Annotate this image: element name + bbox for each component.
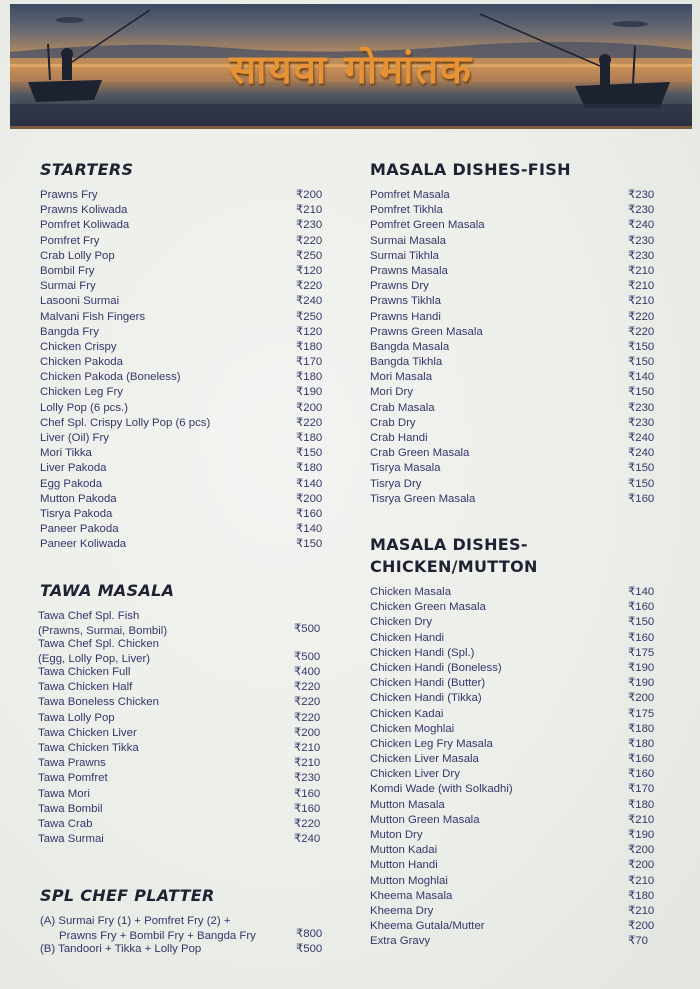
menu-item-name: Chicken Handi (Boneless) xyxy=(370,661,502,674)
menu-item xyxy=(370,340,660,355)
menu-item-name: Mori Dry xyxy=(370,386,414,399)
menu-item-price: ₹220 xyxy=(294,711,321,724)
menu-item xyxy=(40,264,330,279)
menu-item-price: ₹230 xyxy=(628,189,655,201)
menu-item-price: ₹210 xyxy=(294,741,321,754)
menu-item-name: Lasooni Surmai xyxy=(40,295,120,308)
menu-item-name: Crab Green Masala xyxy=(370,447,470,460)
menu-item-price: ₹220 xyxy=(294,817,321,830)
menu-item-name: Mori Masala xyxy=(370,371,433,384)
menu-item-name: Tawa Pomfret xyxy=(38,772,108,785)
menu-item xyxy=(370,874,660,889)
menu-item xyxy=(370,828,660,843)
menu-item-name: Extra Gravy xyxy=(370,935,431,948)
menu-item-price: ₹150 xyxy=(628,462,655,475)
restaurant-name: सायवा गोमांतक xyxy=(229,47,473,93)
menu-item-price: ₹140 xyxy=(296,477,323,490)
menu-item xyxy=(370,416,660,431)
menu-item xyxy=(38,832,328,847)
menu-item xyxy=(370,477,660,492)
menu-item xyxy=(40,492,330,507)
menu-item xyxy=(370,707,660,722)
tawa-list xyxy=(38,609,328,847)
menu-item xyxy=(40,370,330,385)
menu-item-price: ₹500 xyxy=(294,651,321,663)
menu-item-name: Mutton Masala xyxy=(370,798,445,811)
menu-item-name: Tawa Boneless Chicken xyxy=(38,696,159,709)
menu-item-price: ₹230 xyxy=(628,204,655,217)
fish-heading: MASALA DISHES-FISH xyxy=(370,160,571,179)
menu-item xyxy=(370,919,660,934)
tawa-heading: TAWA MASALA xyxy=(40,581,175,600)
menu-item-name: Liver (Oil) Fry xyxy=(40,432,109,444)
menu-item-name: Chicken Green Masala xyxy=(370,601,486,614)
menu-item xyxy=(38,726,328,741)
menu-item xyxy=(40,249,330,264)
menu-item-price: ₹200 xyxy=(296,401,323,414)
menu-item-price: ₹120 xyxy=(296,264,323,277)
menu-item xyxy=(370,843,660,858)
menu-item-price: ₹230 xyxy=(628,249,655,262)
menu-item xyxy=(370,431,660,446)
menu-item-name: Tawa Surmai xyxy=(38,833,104,846)
menu-item-name: Prawns Handi xyxy=(370,310,441,323)
menu-item-price: ₹180 xyxy=(296,462,323,475)
menu-item-price: ₹220 xyxy=(294,696,321,709)
menu-item-name: Prawns Tikhla xyxy=(370,295,441,308)
menu-item-name: Kheema Dry xyxy=(370,904,434,917)
menu-item-price: ₹150 xyxy=(628,386,655,399)
menu-item-name: Pomfret Koliwada xyxy=(40,219,130,232)
menu-item-price: ₹150 xyxy=(628,356,655,369)
menu-item xyxy=(40,203,330,218)
menu-item-name: Pomfret Masala xyxy=(370,189,450,201)
menu-item xyxy=(40,401,330,416)
menu-item-price: ₹150 xyxy=(296,447,323,460)
menu-item-price: ₹160 xyxy=(628,631,655,644)
menu-item-name: Bombil Fry xyxy=(40,264,95,277)
menu-item-name: Tawa Crab xyxy=(38,817,93,830)
menu-item-name: Chicken Dry xyxy=(370,616,433,629)
menu-item xyxy=(38,817,328,832)
menu-item xyxy=(370,492,660,507)
menu-item-name: Mutton Green Masala xyxy=(370,813,480,826)
menu-item-price: ₹180 xyxy=(296,432,323,444)
menu-item-price: ₹220 xyxy=(628,310,655,323)
menu-item-name: Chicken Handi (Butter) xyxy=(370,677,486,690)
starters-list xyxy=(40,188,330,553)
menu-item-name: Chicken Pakoda xyxy=(40,356,123,369)
menu-item-name: Pomfret Fry xyxy=(40,234,100,247)
menu-item-price: ₹250 xyxy=(296,310,323,323)
menu-item xyxy=(370,249,660,264)
menu-item-name: Crab Dry xyxy=(370,416,416,429)
menu-item-name: Tisrya Green Masala xyxy=(370,492,476,505)
chicken-heading xyxy=(370,534,538,578)
menu-item-price: ₹200 xyxy=(296,189,323,201)
menu-item xyxy=(370,661,660,676)
header-banner xyxy=(10,4,692,129)
menu-item xyxy=(40,537,330,552)
menu-item-price: ₹180 xyxy=(296,340,323,353)
menu-item-name: Paneer Koliwada xyxy=(40,538,127,551)
menu-item-name: Chicken Leg Fry Masala xyxy=(370,737,493,750)
menu-item-price: ₹210 xyxy=(294,757,321,770)
menu-item-price: ₹210 xyxy=(628,280,655,293)
menu-item xyxy=(38,695,328,710)
menu-item xyxy=(40,461,330,476)
menu-item-name: Tawa Chicken Tikka xyxy=(38,741,139,754)
menu-item-price: ₹400 xyxy=(294,666,321,678)
menu-item-price: ₹140 xyxy=(296,523,323,536)
menu-item-price: ₹175 xyxy=(628,646,655,659)
menu-item xyxy=(38,787,328,802)
menu-item-price: ₹160 xyxy=(628,492,655,505)
menu-item-name: Tawa Chef Spl. Chicken (Egg, Lolly Pop, Liver) xyxy=(38,638,159,665)
menu-item xyxy=(370,264,660,279)
menu-item-price: ₹180 xyxy=(628,889,655,902)
menu-item xyxy=(370,737,660,752)
menu-item-name: Egg Pakoda xyxy=(40,477,103,490)
menu-item xyxy=(38,741,328,756)
menu-item xyxy=(38,680,328,695)
menu-item-name: Surmai Fry xyxy=(40,280,96,293)
menu-item-price: ₹220 xyxy=(628,325,655,338)
menu-item xyxy=(370,615,660,630)
menu-item-name: Tawa Chicken Liver xyxy=(38,726,137,739)
menu-item xyxy=(40,340,330,355)
menu-item-name: Prawns Dry xyxy=(370,280,429,293)
menu-item-price: ₹240 xyxy=(294,833,321,846)
menu-item xyxy=(40,507,330,522)
menu-item-name: Paneer Pakoda xyxy=(40,523,119,536)
menu-item xyxy=(370,782,660,797)
menu-item-price: ₹180 xyxy=(628,798,655,811)
menu-item xyxy=(370,279,660,294)
menu-item-name: Mutton Handi xyxy=(370,859,438,872)
menu-item-name: Bangda Fry xyxy=(40,325,99,338)
menu-item-name: Chicken Pakoda (Boneless) xyxy=(40,371,181,384)
menu-item-name: Prawns Green Masala xyxy=(370,325,483,338)
menu-item-price: ₹150 xyxy=(628,477,655,490)
menu-item xyxy=(38,665,328,680)
menu-item xyxy=(370,798,660,813)
menu-item xyxy=(370,218,660,233)
starters-heading: STARTERS xyxy=(40,160,134,179)
platter-heading: SPL CHEF PLATTER xyxy=(40,886,215,905)
menu-item-price: ₹220 xyxy=(296,280,323,293)
chicken-heading-line2: CHICKEN/MUTTON xyxy=(370,557,538,576)
menu-item-price: ₹170 xyxy=(296,356,323,369)
menu-item-name: Muton Dry xyxy=(370,829,423,841)
menu-item xyxy=(370,188,660,203)
menu-item-name: Malvani Fish Fingers xyxy=(40,310,146,323)
menu-item xyxy=(40,385,330,400)
menu-item-price: ₹160 xyxy=(628,601,655,614)
menu-item-price: ₹220 xyxy=(294,681,321,694)
menu-item-price: ₹230 xyxy=(628,416,655,429)
menu-item-name: Lolly Pop (6 pcs.) xyxy=(40,401,128,414)
menu-item-name: (B) Tandoori + Tikka + Lolly Pop xyxy=(40,943,202,955)
menu-item-name: Mutton Kadai xyxy=(370,844,438,857)
menu-item-name: Tisrya Masala xyxy=(370,462,441,475)
menu-item-name: Pomfret Tikhla xyxy=(370,204,443,217)
menu-item-price: ₹150 xyxy=(628,616,655,629)
menu-item xyxy=(370,385,660,400)
menu-item-name: Tawa Chicken Half xyxy=(38,681,133,694)
menu-item xyxy=(38,609,328,637)
menu-item-price: ₹180 xyxy=(628,722,655,735)
menu-item xyxy=(370,631,660,646)
menu-item-name: Chicken Leg Fry xyxy=(40,386,123,399)
menu-item-price: ₹240 xyxy=(296,295,323,308)
menu-item xyxy=(370,752,660,767)
menu-item-name: Chicken Liver Dry xyxy=(370,768,460,781)
menu-item-price: ₹200 xyxy=(294,726,321,739)
menu-item-price: ₹210 xyxy=(628,813,655,826)
menu-item-name: Bangda Tikhla xyxy=(370,356,443,369)
menu-item-price: ₹120 xyxy=(296,325,323,338)
menu-item-price: ₹230 xyxy=(296,219,323,232)
menu-item-name: Chicken Handi xyxy=(370,631,445,644)
menu-item-price: ₹240 xyxy=(628,432,655,444)
menu-item-name: Bangda Masala xyxy=(370,340,450,353)
menu-item-name: Tisrya Pakoda xyxy=(40,507,113,520)
menu-item-name: Liver Pakoda xyxy=(40,462,107,475)
menu-item xyxy=(40,279,330,294)
menu-item-name: Pomfret Green Masala xyxy=(370,219,485,232)
menu-item xyxy=(40,325,330,340)
menu-item-name: Tawa Prawns xyxy=(38,757,106,770)
menu-item-price: ₹175 xyxy=(628,707,655,720)
chicken-heading-line1: MASALA DISHES- xyxy=(370,535,528,554)
menu-item-price: ₹150 xyxy=(628,340,655,353)
menu-item-price: ₹200 xyxy=(628,920,655,933)
menu-item xyxy=(40,431,330,446)
menu-item-name: Chicken Kadai xyxy=(370,707,444,720)
menu-item xyxy=(38,802,328,817)
menu-item-name: Chicken Handi (Tikka) xyxy=(370,692,482,705)
menu-item-name: Crab Lolly Pop xyxy=(40,249,115,262)
menu-item xyxy=(370,767,660,782)
menu-item xyxy=(370,310,660,325)
menu-item xyxy=(370,691,660,706)
menu-item-price: ₹170 xyxy=(628,783,655,796)
menu-item xyxy=(370,203,660,218)
menu-item-price: ₹190 xyxy=(628,677,655,690)
menu-item-price: ₹180 xyxy=(296,371,323,384)
menu-item xyxy=(40,446,330,461)
menu-item-name: Tisrya Dry xyxy=(370,477,422,490)
menu-item-price: ₹250 xyxy=(296,249,323,262)
chicken-list xyxy=(370,585,660,950)
menu-item xyxy=(370,934,660,949)
menu-item xyxy=(370,904,660,919)
menu-item xyxy=(40,522,330,537)
menu-item-name: Kheema Gutala/Mutter xyxy=(370,920,485,933)
menu-item-name: Prawns Koliwada xyxy=(40,204,128,217)
menu-item-name: Chicken Masala xyxy=(370,586,452,598)
menu-item-price: ₹160 xyxy=(628,753,655,766)
menu-item-name: Mutton Moghlai xyxy=(370,874,448,887)
menu-item xyxy=(40,188,330,203)
menu-item xyxy=(370,600,660,615)
menu-item xyxy=(38,711,328,726)
menu-item-name: (A) Surmai Fry (1) + Pomfret Fry (2) + Prawns Fry + Bombil Fry + Bangda Fry xyxy=(40,915,256,942)
menu-item-price: ₹200 xyxy=(628,859,655,872)
menu-item-price: ₹240 xyxy=(628,447,655,460)
fish-list xyxy=(370,188,660,507)
menu-item xyxy=(370,858,660,873)
menu-item-price: ₹210 xyxy=(296,204,323,217)
menu-item xyxy=(370,294,660,309)
menu-item-name: Komdi Wade (with Solkadhi) xyxy=(370,783,513,796)
menu-item-name: Surmai Masala xyxy=(370,234,446,247)
menu-item xyxy=(38,637,328,665)
menu-item-name: Chicken Crispy xyxy=(40,340,117,353)
menu-item xyxy=(370,355,660,370)
menu-item-name: Mutton Pakoda xyxy=(40,492,117,505)
menu-item xyxy=(370,646,660,661)
menu-item-name: Tawa Bombil xyxy=(38,802,103,815)
menu-item-price: ₹230 xyxy=(628,234,655,247)
menu-item xyxy=(370,722,660,737)
menu-item xyxy=(40,218,330,233)
menu-item xyxy=(370,585,660,600)
menu-item xyxy=(40,234,330,249)
menu-item xyxy=(370,813,660,828)
menu-item-price: ₹240 xyxy=(628,219,655,232)
menu-item xyxy=(40,477,330,492)
menu-item-name: Chicken Handi (Spl.) xyxy=(370,646,475,659)
menu-item-price: ₹150 xyxy=(296,538,323,551)
menu-item-price: ₹210 xyxy=(628,874,655,887)
menu-item xyxy=(40,914,330,942)
menu-item-name: Chef Spl. Crispy Lolly Pop (6 pcs) xyxy=(40,416,211,429)
menu-item-price: ₹210 xyxy=(628,295,655,308)
menu-item xyxy=(40,416,330,431)
menu-item xyxy=(370,676,660,691)
menu-item-name: Tawa Chicken Full xyxy=(38,666,131,678)
menu-item-price: ₹190 xyxy=(296,386,323,399)
menu-item-price: ₹160 xyxy=(294,802,321,815)
menu-item-name: Chicken Liver Masala xyxy=(370,753,479,766)
menu-item-name: Tawa Mori xyxy=(38,787,90,800)
menu-item xyxy=(370,401,660,416)
menu-item-price: ₹190 xyxy=(628,829,655,841)
menu-item xyxy=(40,310,330,325)
menu-item-name: Kheema Masala xyxy=(370,889,453,902)
menu-item-name: Tawa Lolly Pop xyxy=(38,711,115,724)
menu-item-price: ₹160 xyxy=(296,507,323,520)
menu-item-name: Mori Tikka xyxy=(40,447,92,460)
menu-item-price: ₹160 xyxy=(294,787,321,800)
menu-item xyxy=(370,461,660,476)
menu-item xyxy=(40,294,330,309)
menu-item-price: ₹70 xyxy=(628,935,648,948)
menu-item-name: Prawns Fry xyxy=(40,189,98,201)
menu-item xyxy=(40,355,330,370)
menu-item-price: ₹500 xyxy=(294,623,321,635)
menu-item-price: ₹160 xyxy=(628,768,655,781)
platter-list xyxy=(40,914,330,957)
menu-item-name: Prawns Masala xyxy=(370,264,448,277)
menu-item-name: Tawa Chef Spl. Fish (Prawns, Surmai, Bombil) xyxy=(38,610,168,637)
menu-item-price: ₹220 xyxy=(296,416,323,429)
menu-item-name: Crab Handi xyxy=(370,432,428,444)
menu-item xyxy=(370,234,660,249)
menu-item xyxy=(40,942,330,957)
menu-item-price: ₹140 xyxy=(628,371,655,384)
menu-item-price: ₹140 xyxy=(628,586,655,598)
menu-item-price: ₹220 xyxy=(296,234,323,247)
menu-item-price: ₹190 xyxy=(628,661,655,674)
menu-item-price: ₹200 xyxy=(628,844,655,857)
menu-item xyxy=(370,325,660,340)
menu-item-name: Surmai Tikhla xyxy=(370,249,439,262)
menu-item xyxy=(38,756,328,771)
menu-item-name: Crab Masala xyxy=(370,401,435,414)
menu-item-price: ₹230 xyxy=(294,772,321,785)
menu-item-price: ₹200 xyxy=(628,692,655,705)
menu-item xyxy=(38,771,328,786)
menu-item-price: ₹210 xyxy=(628,904,655,917)
menu-item-price: ₹500 xyxy=(296,943,323,955)
menu-item-price: ₹800 xyxy=(296,928,323,940)
menu-item-price: ₹180 xyxy=(628,737,655,750)
menu-item xyxy=(370,370,660,385)
menu-item-price: ₹210 xyxy=(628,264,655,277)
menu-item-name: Chicken Moghlai xyxy=(370,722,455,735)
menu-item xyxy=(370,446,660,461)
menu-item-price: ₹230 xyxy=(628,401,655,414)
menu-item-price: ₹200 xyxy=(296,492,323,505)
menu-item xyxy=(370,889,660,904)
